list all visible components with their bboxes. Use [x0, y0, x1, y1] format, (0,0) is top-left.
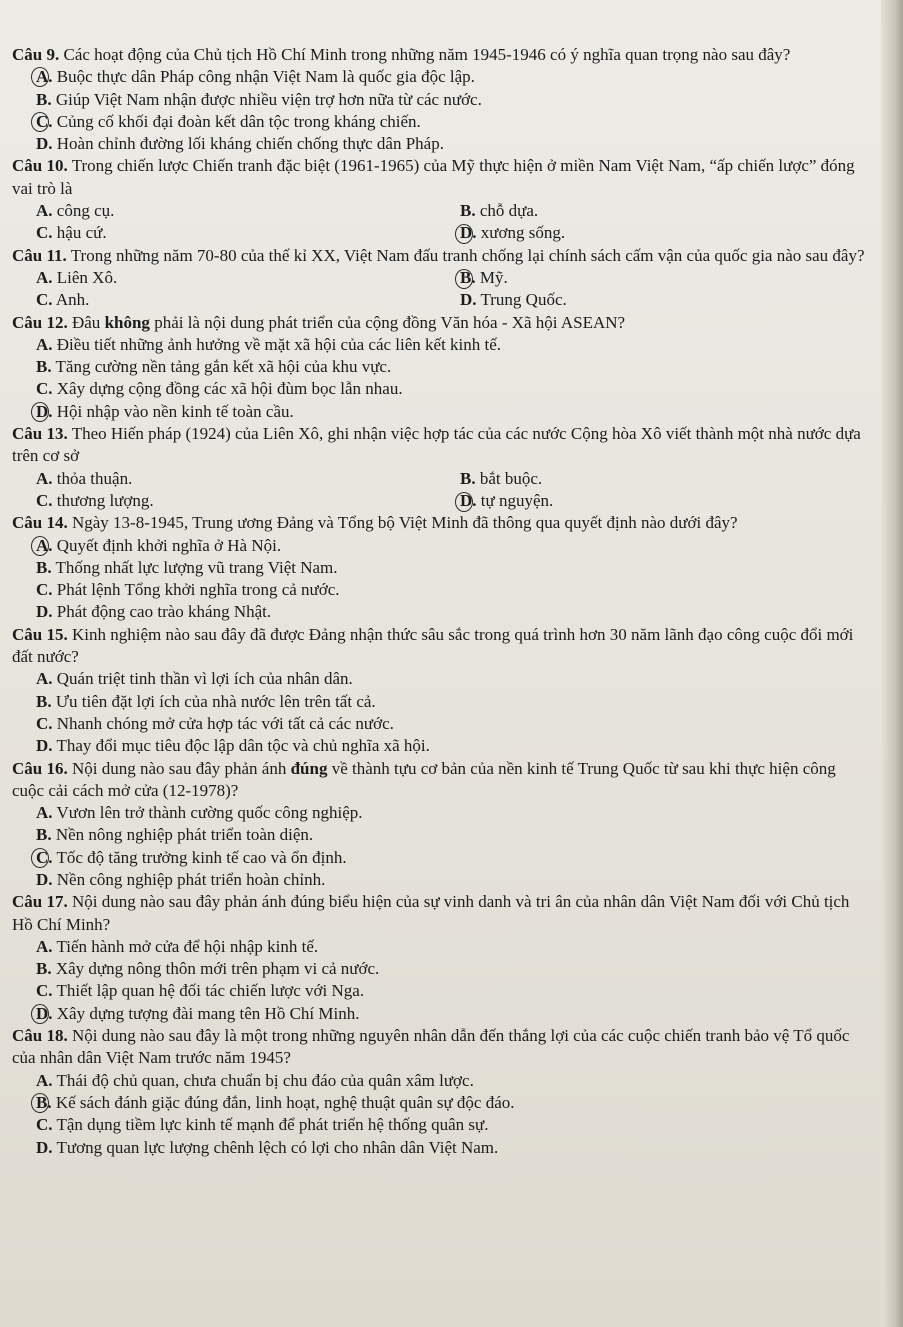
- option-a[interactable]: A. Tiến hành mở cửa để hội nhập kinh tế.: [36, 936, 319, 956]
- question-text-post: phải là nội dung phát triển của cộng đồng Văn hóa - Xã hội ASEAN?: [149, 312, 626, 332]
- option-a[interactable]: A. Thái độ chủ quan, chưa chuẩn bị chu đáo của quân xâm lược.: [36, 1070, 474, 1090]
- option-a[interactable]: A. Quán triệt tinh thần vì lợi ích của nhân dân.: [36, 669, 353, 689]
- circle-mark: [31, 536, 49, 556]
- circle-mark: [31, 402, 49, 422]
- circle-mark: [31, 848, 49, 868]
- option-c[interactable]: C. Thiết lập quan hệ đối tác chiến lược với Nga.: [36, 981, 365, 1001]
- option-d[interactable]: D. Thay đổi mục tiêu độc lập dân tộc và chủ nghĩa xã hội.: [36, 736, 430, 756]
- question-number: Câu 18.: [12, 1026, 68, 1046]
- question-17: [12, 891, 872, 936]
- question-11: [12, 245, 872, 267]
- option-c[interactable]: C. Phát lệnh Tổng khởi nghĩa trong cả nước.: [36, 580, 340, 600]
- option-b[interactable]: B. Kế sách đánh giặc đúng đắn, linh hoạt, nghệ thuật quân sự độc đáo.: [12, 1092, 872, 1114]
- option-b[interactable]: B. Giúp Việt Nam nhận được nhiều viện trợ hơn nữa từ các nước.: [36, 89, 482, 109]
- question-10: [12, 155, 872, 200]
- options-18: [12, 1070, 872, 1159]
- option-c[interactable]: C. hậu cứ.: [36, 223, 107, 243]
- option-b[interactable]: B. chỗ dựa.: [460, 201, 539, 221]
- question-number: Câu 12.: [12, 312, 68, 332]
- question-number: Câu 10.: [12, 156, 68, 176]
- options-15: [12, 668, 872, 757]
- circle-mark: [31, 1093, 49, 1113]
- option-d[interactable]: D. Tương quan lực lượng chênh lệch có lợi cho nhân dân Việt Nam.: [36, 1137, 499, 1157]
- option-d[interactable]: D. tự nguyện.: [460, 490, 860, 512]
- exam-content: [12, 36, 872, 1159]
- option-a[interactable]: A. công cụ.: [36, 201, 115, 221]
- question-18: [12, 1025, 872, 1070]
- options-16: [12, 802, 872, 891]
- option-b[interactable]: B. bắt buộc.: [460, 468, 543, 488]
- option-a[interactable]: A. Buộc thực dân Pháp công nhận Việt Nam là quốc gia độc lập.: [12, 66, 872, 88]
- question-text: Nội dung nào sau đây phản ánh đúng biểu hiện của sự vinh danh và tri ân của nhân dân Việt Nam đối với Chủ tịch Hồ Chí Minh?: [12, 892, 850, 934]
- question-text: Theo Hiến pháp (1924) của Liên Xô, ghi nhận việc hợp tác của các nước Cộng hòa Xô viết thành một nhà nước dựa trên cơ sở: [12, 424, 861, 466]
- option-b[interactable]: B. Ưu tiên đặt lợi ích của nhà nước lên trên tất cả.: [36, 691, 376, 711]
- option-d[interactable]: D. xương sống.: [460, 222, 860, 244]
- question-text: Trong chiến lược Chiến tranh đặc biệt (1961-1965) của Mỹ thực hiện ở miền Nam Việt Nam, “ấp chiến lược” đóng vai trò là: [12, 156, 855, 198]
- option-d[interactable]: D. Hoàn chỉnh đường lối kháng chiến chống thực dân Pháp.: [36, 134, 444, 154]
- option-b[interactable]: B. Tăng cường nền tảng gắn kết xã hội của khu vực.: [36, 357, 392, 377]
- option-a[interactable]: A. Vươn lên trở thành cường quốc công nghiệp.: [36, 803, 363, 823]
- option-a[interactable]: A. thỏa thuận.: [36, 468, 133, 488]
- question-14: [12, 512, 872, 534]
- option-b[interactable]: B. Mỹ.: [460, 267, 860, 289]
- question-13: [12, 423, 872, 468]
- option-b[interactable]: B. Thống nhất lực lượng vũ trang Việt Nam.: [36, 557, 338, 577]
- option-c[interactable]: C. Tận dụng tiềm lực kinh tế mạnh để phát triển hệ thống quân sự.: [36, 1115, 489, 1135]
- question-text: Các hoạt động của Chủ tịch Hồ Chí Minh trong những năm 1945-1946 có ý nghĩa quan trọng nào sau đây?: [63, 45, 791, 64]
- question-15: [12, 624, 872, 669]
- options-14: [12, 535, 872, 624]
- option-a[interactable]: A. Điều tiết những ảnh hưởng về mặt xã hội của các liên kết kinh tế.: [36, 334, 502, 354]
- option-a[interactable]: A. Quyết định khởi nghĩa ở Hà Nội.: [12, 535, 872, 557]
- question-number: Câu 17.: [12, 892, 68, 912]
- option-c[interactable]: C. Nhanh chóng mở cửa hợp tác với tất cả các nước.: [36, 713, 394, 733]
- options-12: [12, 334, 872, 423]
- question-number: Câu 11.: [12, 245, 67, 265]
- question-text: Kinh nghiệm nào sau đây đã được Đảng nhận thức sâu sắc trong quá trình hơn 30 năm lãnh đạo công cuộc đổi mới đất nước?: [12, 624, 854, 667]
- question-keyword: không: [104, 312, 150, 332]
- question-text-pre: Đâu: [71, 312, 105, 332]
- question-keyword: đúng: [290, 758, 328, 778]
- question-9: [12, 44, 872, 66]
- circle-mark: [455, 492, 473, 512]
- circle-mark: [455, 269, 473, 289]
- option-d[interactable]: D. Phát động cao trào kháng Nhật.: [36, 602, 272, 622]
- circle-mark: [31, 1004, 49, 1024]
- option-d[interactable]: D. Nền công nghiệp phát triển hoàn chỉnh.: [36, 869, 326, 889]
- question-number: Câu 16.: [12, 758, 68, 778]
- circle-mark: [31, 112, 49, 132]
- options-13: [12, 468, 872, 513]
- options-17: [12, 936, 872, 1025]
- option-a[interactable]: A. Liên Xô.: [36, 267, 118, 287]
- question-text-post: về thành tựu cơ bản của nền kinh tế Trung Quốc từ sau khi thực hiện công cuộc cải cách mở cửa (12-1978)?: [12, 758, 836, 800]
- question-number: Câu 9.: [12, 45, 60, 64]
- options-11: [12, 267, 872, 312]
- question-text-pre: Nội dung nào sau đây phản ánh: [71, 758, 291, 778]
- options-9: [12, 66, 872, 155]
- option-c[interactable]: C. Xây dựng cộng đồng các xã hội đùm bọc lẫn nhau.: [36, 379, 403, 399]
- option-c[interactable]: C. thương lượng.: [36, 490, 154, 510]
- page-edge-shadow: [881, 0, 903, 1327]
- question-number: Câu 14.: [12, 513, 68, 533]
- question-16: [12, 758, 872, 803]
- question-number: Câu 15.: [12, 624, 68, 644]
- option-d[interactable]: D. Trung Quốc.: [460, 290, 567, 310]
- question-text: Ngày 13-8-1945, Trung ương Đảng và Tổng bộ Việt Minh đã thông qua quyết định nào dưới đây?: [71, 513, 738, 533]
- option-b[interactable]: B. Xây dựng nông thôn mới trên phạm vi cả nước.: [36, 959, 380, 979]
- option-c[interactable]: C. Củng cố khối đại đoàn kết dân tộc trong kháng chiến.: [12, 111, 872, 133]
- option-c[interactable]: C. Tốc độ tăng trưởng kinh tế cao và ổn định.: [12, 847, 872, 869]
- option-b[interactable]: B. Nền nông nghiệp phát triển toàn diện.: [36, 825, 314, 845]
- question-12: [12, 312, 872, 334]
- question-text: Trong những năm 70-80 của thế kỉ XX, Việt Nam đấu tranh chống lại chính sách cấm vận của quốc gia nào sau đây?: [70, 245, 865, 265]
- question-number: Câu 13.: [12, 424, 68, 444]
- options-10: [12, 200, 872, 245]
- question-text: Nội dung nào sau đây là một trong những nguyên nhân dẫn đến thắng lợi của các cuộc chiến tranh bảo vệ Tổ quốc của nhân dân Việt Nam trước năm 1945?: [12, 1026, 850, 1068]
- option-d[interactable]: D. Xây dựng tượng đài mang tên Hồ Chí Minh.: [12, 1003, 872, 1025]
- option-d[interactable]: D. Hội nhập vào nền kinh tế toàn cầu.: [12, 401, 872, 423]
- option-c[interactable]: C. Anh.: [36, 290, 90, 310]
